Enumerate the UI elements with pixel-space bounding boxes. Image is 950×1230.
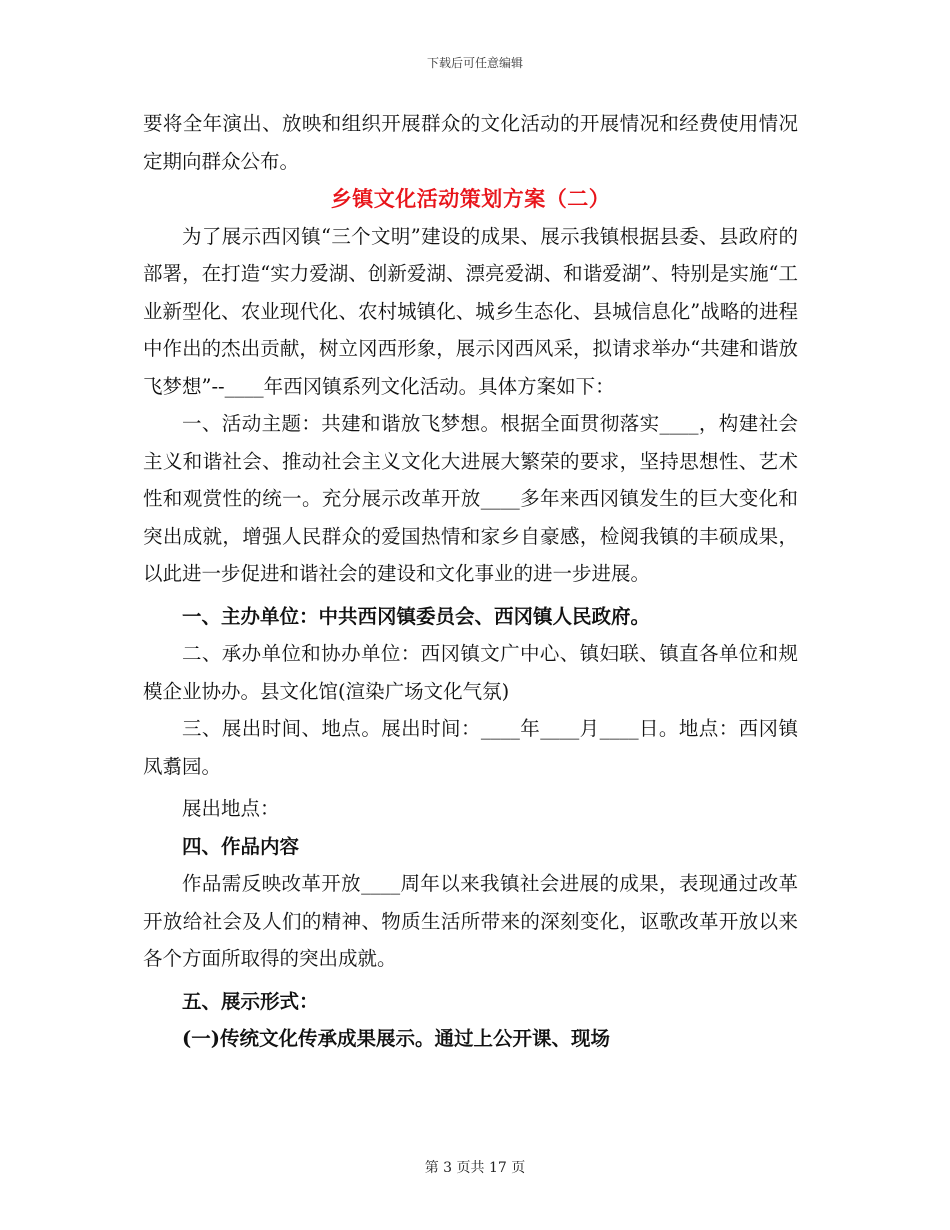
paragraph-works-content: 作品需反映改革开放____周年以来我镇社会进展的成果，表现通过改革开放给社会及人们的精神、物质生活所带来的深刻变化，讴歌改革开放以来各个方面所取得的突出成就。 <box>143 872 798 970</box>
document-body <box>143 105 798 1058</box>
paragraph-organizer: 一、主办单位：中共西冈镇委员会、西冈镇人民政府。 <box>182 604 651 628</box>
paragraph-continuation: 要将全年演出、放映和组织开展群众的文化活动的开展情况和经费使用情况定期向群众公布。 <box>143 112 798 173</box>
section-heading-works: 四、作品内容 <box>182 834 300 858</box>
paragraph-exhibit-location: 展出地点： <box>182 797 280 820</box>
paragraph-time-place: 三、展出时间、地点。展出时间：____年____月____日。地点：西冈镇凤翥园。 <box>143 717 798 778</box>
section-heading-format: 五、展示形式： <box>182 989 319 1013</box>
paragraph-intro: 为了展示西冈镇“三个文明”建设的成果、展示我镇根据县委、县政府的部署，在打造“实力爱湖、创新爱湖、漂亮爱湖、和谐爱湖”、特别是实施“工业新型化、农业现代化、农村城镇化、城乡生态化、县城信息化”战略的进程中作出的杰出贡献，树立冈西形象，展示冈西风采，拟请求举办“共建和谐放飞梦想”--____年西冈镇系列文化活动。具体方案如下： <box>143 224 798 398</box>
paragraph-theme: 一、活动主题：共建和谐放飞梦想。根据全面贯彻落实____，构建社会主义和谐社会、推动社会主义文化大进展大繁荣的要求，坚持思想性、艺术性和观赏性的统一。充分展示改革开放____多年来西冈镇发生的巨大变化和突出成就，增强人民群众的爱国热情和家乡自豪感，检阅我镇的丰硕成果，以此进一步促进和谐社会的建设和文化事业的进一步进展。 <box>143 412 798 585</box>
page-header: 下载后可任意编辑 <box>426 56 523 70</box>
paragraph-format-item-1: (一)传统文化传承成果展示。通过上公开课、现场 <box>182 1027 610 1050</box>
page-footer: 第 3 页共 17 页 <box>424 1160 526 1176</box>
document-title: 乡镇文化活动策划方案（二） <box>330 186 611 211</box>
paragraph-co-organizer: 二、承办单位和协办单位：西冈镇文广中心、镇妇联、镇直各单位和规模企业协办。县文化馆(渲染广场文化气氛) <box>143 642 798 703</box>
